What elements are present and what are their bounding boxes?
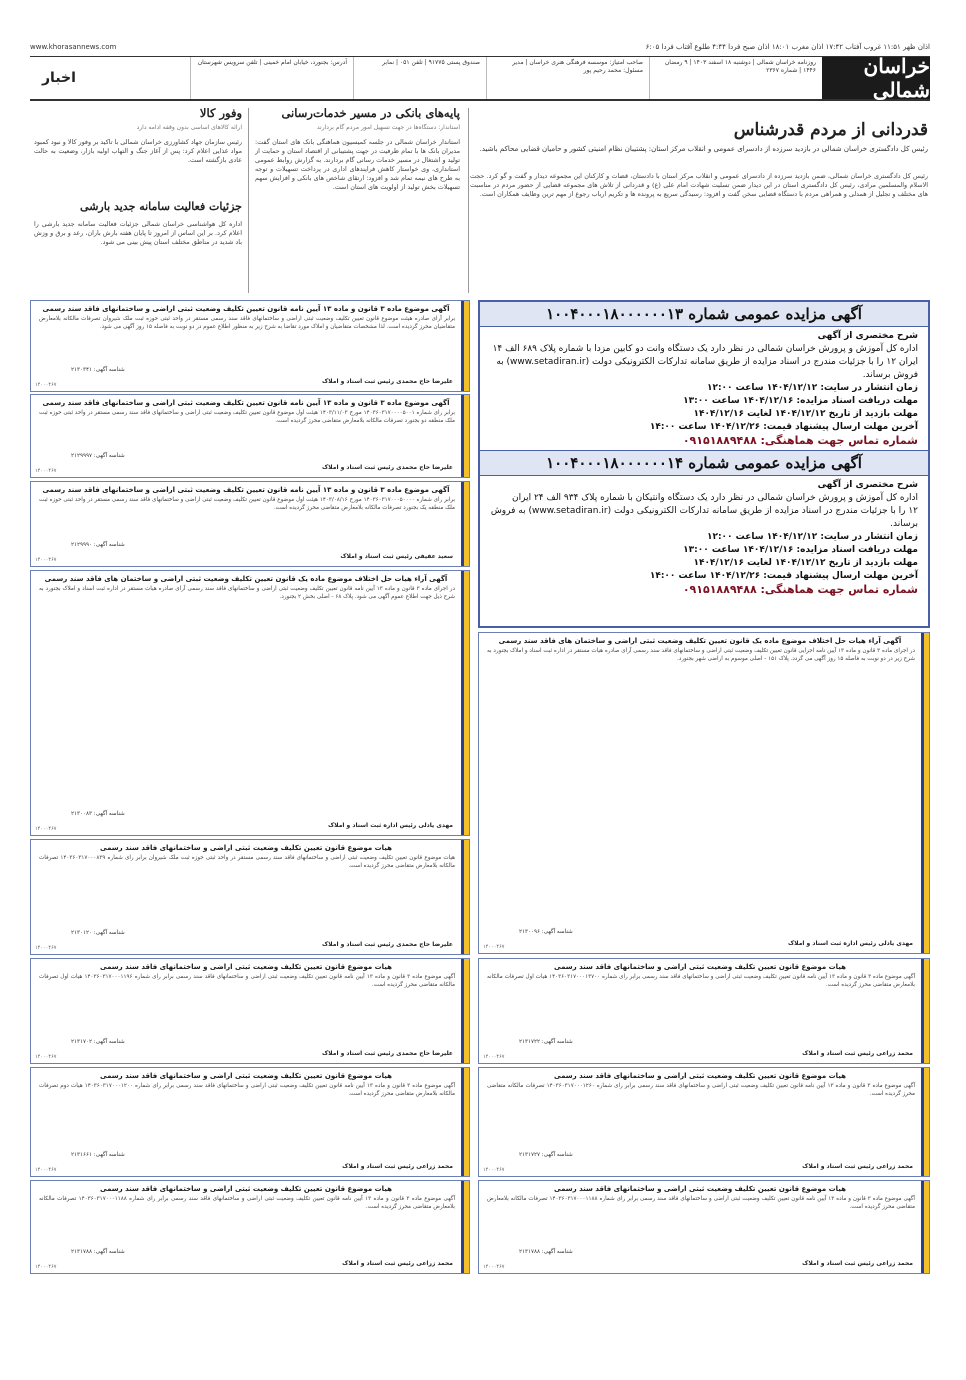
column-divider	[468, 108, 469, 293]
notice-band	[924, 633, 929, 953]
notice-title: آگهی موضوع ماده ۳ قانون و ماده ۱۳ آیین نامه قانون تعیین تکلیف وضعیت ثبتی اراضی و ساختمانهای فاقد سند رسمی	[42, 399, 450, 407]
notice-title: هیات موضوع قانون تعیین تکلیف وضعیت ثبتی اراضی و ساختمانهای فاقد سند رسمی	[554, 963, 846, 971]
auction-2-heading: آگهی مزایده عمومی شماره ۱۰۰۴۰۰۰۱۸۰۰۰۰۰۰۱۴	[480, 450, 928, 476]
auction-2-line: شرح مختصری از آگهی	[817, 480, 918, 490]
notice-text: برابر رای شماره ۱۴۰۳۶۰۳۱۷۰۰۰۵۰۰۰۰ مورخ ۱۴۰۳/۰۸/۱۶ هیئت اول موضوع قانون تعیین تکلیف وضعیت ثبتی اراضی و ساختمانهای فاقد سند رسمی مستقر در واحد ثبتی حوزه ثبت ملک منطقه یک بجنورد تصرفات مالکانه بلامعارض متقاضی محرز گردیده است.	[39, 497, 455, 511]
auction-2-line: ۱۲ را با جزئیات مندرج در اسناد مزایده از طریق سامانه تدارکات الکترونیکی دولت (www.setadiran.ir) به فروش برساند.	[490, 506, 918, 529]
masthead	[30, 56, 930, 101]
notice-band	[461, 482, 464, 566]
notice-text: آگهی موضوع ماده ۳ قانون و ماده ۱۳ آیین نامه قانون تعیین تکلیف وضعیت ثبتی اراضی و ساختمانهای فاقد سند رسمی برابر رای شماره ۱۴۰۳۶۰۳۱۷۰۰۰۱۱۹۶ هیات اول تصرفات مالکانه متقاضی محرز گردیده است.	[39, 974, 456, 988]
notice-text: در اجرای ماده ۳ قانون و ماده ۱۳ آیین نامه قانون تعیین تکلیف وضعیت ثبتی اراضی و ساختمانهای فاقد سند رسمی آرای صادره هیات مستقر در اداره ثبت اسناد و املاک بجنورد به شرح ذیل جهت اطلاع عموم آگهی می شود. پلاک ۶۸ - اصلی بخش ۲ بجنورد.	[39, 586, 455, 600]
masthead-address-info: آدرس: بجنورد، خیابان امام خمینی | تلفن سرویس شهرستان	[190, 57, 353, 99]
prayer-times: اذان ظهر ۱۱:۵۱ غروب آفتاب ۱۷:۴۲ اذان مغرب ۱۸:۰۱ اذان صبح فردا ۴:۴۴ طلوع آفتاب فردا ۶:۰۵	[645, 43, 930, 51]
notice-band	[461, 1181, 464, 1273]
auction-2-phone: شماره تماس جهت هماهنگی: ۰۹۱۵۱۸۸۹۴۸۸	[682, 583, 918, 596]
auction-2-line: آخرین مهلت ارسال پیشنهاد قیمت: ۱۴۰۴/۱۲/۲۶ ساعت ۱۴:۰۰	[649, 571, 918, 581]
notice-band	[464, 395, 469, 477]
auction-2-line: مهلت دریافت اسناد مزایده: ۱۴۰۴/۱۲/۱۶ ساعت ۱۳:۰۰	[683, 545, 918, 555]
notice-band	[461, 959, 464, 1063]
masthead-contact-info: صندوق پستی ۹۱۷۷۵ | تلفن ۰۵۱ | نمابر	[353, 57, 486, 99]
auction-1-line: شرح مختصری از آگهی	[817, 331, 918, 341]
notice-id: شناسه آگهی: ۲۱۳۰۱۲۰	[71, 930, 125, 936]
legal-notice	[478, 1180, 930, 1274]
notice-title: آگهی آراء هیات حل اختلاف موضوع ماده یک قانون تعیین تکلیف وضعیت ثبتی اراضی و ساختمان های فاقد سند رسمی	[498, 637, 902, 645]
notice-signature: علیرضا حاج محمدی رئیس ثبت اسناد و املاک	[322, 1050, 453, 1057]
notice-id: شناسه آگهی: ۲۱۳۰۳۴۱	[71, 367, 125, 373]
notice-code: ۱۴۰۰۰۴۶۷	[35, 557, 57, 563]
notice-signature: محمد زراعی رئیس ثبت اسناد و املاک	[802, 1260, 913, 1267]
legal-notice	[478, 1067, 930, 1177]
notice-code: ۱۴۰۰۰۴۶۷	[483, 1167, 505, 1173]
weather-body: اداره کل هواشناسی خراسان شمالی جزئیات فعالیت سامانه جدید بارشی را اعلام کرد. بر این اساس از امروز تا پایان هفته بارش باران، رعد و برق و وزش باد شدید در مناطق مختلف استان پیش بینی می شود.	[34, 220, 242, 246]
notice-id: شناسه آگهی: ۲۱۳۱۷۲۷	[519, 1152, 573, 1158]
notice-title: آگهی آراء هیات حل اختلاف موضوع ماده یک قانون تعیین تکلیف وضعیت ثبتی اراضی و ساختمان های فاقد سند رسمی	[44, 575, 448, 583]
notice-band	[461, 301, 464, 391]
legal-notice	[30, 481, 470, 567]
auction-1-heading: آگهی مزایده عمومی شماره ۱۰۰۴۰۰۰۱۸۰۰۰۰۰۰۱۳	[480, 302, 928, 327]
notice-id: شناسه آگهی: ۲۱۳۱۷۰۲	[71, 1039, 125, 1045]
notice-text: آگهی موضوع ماده ۳ قانون و ماده ۱۳ آیین نامه قانون تعیین تکلیف وضعیت ثبتی اراضی و ساختمانهای فاقد سند رسمی برابر رای شماره ۱۴۰۳۶۰۳۱۷۰۰۰۱۲۰۰ هیات دوم تصرفات مالکانه بلامعارض متقاضی محرز گردیده است.	[39, 1083, 455, 1097]
auction-1-line: زمان انتشار در سایت: ۱۴۰۴/۱۲/۱۲ ساعت ۱۲:۰۰	[706, 383, 918, 393]
notice-title: آگهی موضوع ماده ۳ قانون و ماده ۱۳ آیین نامه قانون تعیین تکلیف وضعیت ثبتی اراضی و ساختمانهای فاقد سند رسمی	[42, 486, 450, 494]
auction-2-line: زمان انتشار در سایت: ۱۴۰۴/۱۲/۱۲ ساعت ۱۲:۰۰	[706, 532, 918, 542]
notice-title: هیات موضوع قانون تعیین تکلیف وضعیت ثبتی اراضی و ساختمانهای فاقد سند رسمی	[100, 1072, 392, 1080]
notice-code: ۱۴۰۰۰۴۶۷	[35, 468, 57, 474]
notice-band	[461, 840, 464, 954]
notice-title: هیات موضوع قانون تعیین تکلیف وضعیت ثبتی اراضی و ساختمانهای فاقد سند رسمی	[554, 1072, 846, 1080]
auction-1-body	[480, 327, 928, 450]
notice-band	[464, 1181, 469, 1273]
notice-text: آگهی موضوع ماده ۳ قانون و ماده ۱۳ آیین نامه قانون تعیین تکلیف وضعیت ثبتی اراضی و ساختمانهای فاقد سند رسمی برابر رای شماره ۱۴۰۳۶۰۳۱۷۰۰۰۱۳۷۰۰ هیات اول تصرفات مالکانه بلامعارض متقاضی محرز گردیده است.	[487, 974, 916, 988]
notice-id: شناسه آگهی: ۲۱۲۹۹۹۰	[71, 542, 125, 548]
auction-2-line: مهلت بازدید از تاریخ ۱۴۰۴/۱۲/۱۲ لغایت ۱۴۰۴/۱۲/۱۶	[693, 558, 918, 568]
notice-id: شناسه آگهی: ۲۱۲۹۹۹۷	[71, 453, 125, 459]
legal-notice	[30, 958, 470, 1064]
notice-band	[464, 1068, 469, 1176]
bank-subtitle: استاندار: دستگاه‌ها در جهت تسهیل امور مردم گام بردارند	[316, 124, 460, 131]
column-divider	[248, 108, 249, 293]
bank-headline: پایه‌های بانکی در مسیر خدمات‌رسانی	[281, 106, 460, 120]
masthead-date-info: روزنامه خراسان شمالی | دوشنبه ۱۸ اسفند ۱۴۰۳ | ۹ رمضان ۱۴۴۶ | شماره ۲۳۶۷	[649, 57, 822, 99]
notice-title: آگهی موضوع ماده ۳ قانون و ماده ۱۳ آیین نامه قانون تعیین تکلیف وضعیت ثبتی اراضی و ساختمانهای فاقد سند رسمی	[42, 305, 450, 313]
masthead-publisher-info: صاحب امتیاز: موسسه فرهنگی هنری خراسان | مدیر مسئول: محمد رحیم پور	[486, 57, 649, 99]
notice-signature: محمد زراعی رئیس ثبت اسناد و املاک	[802, 1050, 913, 1057]
notice-text: آگهی موضوع ماده ۳ قانون و ماده ۱۳ آیین نامه قانون تعیین تکلیف وضعیت ثبتی اراضی و ساختمانهای فاقد سند رسمی برابر رای شماره ۱۴۰۳۶۰۳۱۷۰۰۰۱۱۸۸ تصرفات مالکانه بلامعارض متقاضی محرز گردیده است.	[487, 1196, 915, 1210]
legal-notice	[30, 300, 470, 392]
legal-notice	[30, 839, 470, 955]
notice-text: آگهی موضوع ماده ۳ قانون و ماده ۱۳ آیین نامه قانون تعیین تکلیف وضعیت ثبتی اراضی و ساختمانهای فاقد سند رسمی برابر رای شماره ۱۴۰۳۶۰۳۱۷۰۰۰۱۲۶۰ تصرفات مالکانه متقاضی محرز گردیده است.	[487, 1083, 915, 1097]
notice-title: هیات موضوع قانون تعیین تکلیف وضعیت ثبتی اراضی و ساختمانهای فاقد سند رسمی	[554, 1185, 846, 1193]
notice-id: شناسه آگهی: ۲۱۳۰۰۹۶	[519, 929, 573, 935]
section-label: اخبار	[42, 70, 76, 86]
auction-1-line: مهلت بازدید از تاریخ ۱۴۰۴/۱۲/۱۲ لغایت ۱۴۰۴/۱۲/۱۶	[693, 409, 918, 419]
notice-band	[924, 959, 929, 1063]
notice-title: هیات موضوع قانون تعیین تکلیف وضعیت ثبتی اراضی و ساختمانهای فاقد سند رسمی	[100, 844, 392, 852]
notice-signature: مهدی یادلی رئیس اداره ثبت اسناد و املاک	[328, 822, 453, 829]
notice-signature: محمد زراعی رئیس ثبت اسناد و املاک	[802, 1163, 913, 1170]
bank-body: استاندار خراسان شمالی در جلسه کمیسیون هماهنگی بانک های استان گفت: مدیران بانک ها با تمام ظرفیت در جهت پشتیبانی از اقتصاد استان و حمایت از تولید و اشتغال در مسیر خدمات رسانی گام بردارند. به گزارش روابط عمومی استانداری، وی خواستار کاهش فرایندهای اداری در پرداخت تسهیلات و توجه به طرح های نیمه تمام شد و افزود: ارتقای شاخص های بانکی و افزایش سهم تسهیلات بخش تولید از اولویت های استان است.	[255, 138, 460, 191]
website-url[interactable]: www.khorasannews.com	[30, 43, 117, 51]
legal-notice	[30, 1180, 470, 1274]
kala-body: رئیس سازمان جهاد کشاورزی خراسان شمالی با تاکید بر وفور کالا و نبود کمبود مواد غذایی اعلام کرد: پس از آغاز جنگ و التهاب اولیه بازار، وضعیت به حالت عادی بازگشته است.	[34, 138, 242, 164]
notice-signature: مهدی یادلی رئیس اداره ثبت اسناد و املاک	[788, 940, 913, 947]
notice-id: شناسه آگهی: ۲۱۳۱۷۸۸	[71, 1249, 125, 1255]
notice-id: شناسه آگهی: ۲۱۳۰۰۸۳	[71, 811, 125, 817]
notice-title: هیات موضوع قانون تعیین تکلیف وضعیت ثبتی اراضی و ساختمانهای فاقد سند رسمی	[100, 1185, 392, 1193]
notice-code: ۱۴۰۰۰۴۶۷	[483, 1054, 505, 1060]
notice-band	[461, 395, 464, 477]
notice-signature: سعید عفیفی رئیس ثبت اسناد و املاک	[340, 553, 453, 560]
notice-signature: محمد زراعی رئیس ثبت اسناد و املاک	[342, 1260, 453, 1267]
legal-notice	[30, 1067, 470, 1177]
legal-notice	[30, 394, 470, 478]
legal-notice	[478, 632, 930, 954]
auction-1-line: اداره کل آموزش و پرورش خراسان شمالی در نظر دارد یک دستگاه وانت دو کابین مزدا با شماره پلاک ۶۸۹ الف ۱۴	[492, 344, 918, 354]
notice-band	[461, 571, 464, 835]
notice-text: آگهی موضوع ماده ۳ قانون و ماده ۱۳ آیین نامه قانون تعیین تکلیف وضعیت ثبتی اراضی و ساختمانهای فاقد سند رسمی برابر رای شماره ۱۴۰۳۶۰۳۱۷۰۰۰۱۱۸۸ تصرفات مالکانه بلامعارض متقاضی محرز گردیده است.	[39, 1196, 455, 1210]
notice-text: برابر آرای صادره هیئت موضوع قانون تعیین تکلیف وضعیت ثبتی اراضی و ساختمانهای فاقد سند رسمی مستقر در واحد ثبتی حوزه ثبت ملک شیروان تصرفات مالکانه بلامعارض متقاضیان محرز گردیده است. لذا مشخصات متقاضیان و املاک مورد تقاضا به شرح زیر به منظور اطلاع عموم در دو نوبت به فاصله ۱۵ روز آگهی می شود.	[39, 316, 455, 330]
notice-code: ۱۴۰۰۰۴۶۷	[483, 944, 505, 950]
notice-code: ۱۴۰۰۰۴۶۷	[35, 1054, 57, 1060]
main-headline: قدردانی از مردم قدرشناس	[733, 120, 928, 140]
notice-id: شناسه آگهی: ۲۱۳۱۷۸۸	[519, 1249, 573, 1255]
notice-band	[924, 1068, 929, 1176]
notice-band	[921, 633, 924, 953]
notice-id: شناسه آگهی: ۲۱۳۱۶۶۱	[71, 1152, 125, 1158]
auction-1-phone: شماره تماس جهت هماهنگی: ۰۹۱۵۱۸۸۹۴۸۸	[682, 434, 918, 447]
notice-band	[464, 571, 469, 835]
notice-code: ۱۴۰۰۰۴۶۷	[35, 945, 57, 951]
notice-title: هیات موضوع قانون تعیین تکلیف وضعیت ثبتی اراضی و ساختمانهای فاقد سند رسمی	[100, 963, 392, 971]
notice-code: ۱۴۰۰۰۴۶۷	[35, 1264, 57, 1270]
notice-text: در اجرای ماده ۳ قانون و ماده ۱۳ آیین نامه اجرایی قانون تعیین تکلیف وضعیت ثبتی اراضی و ساختمانهای فاقد سند رسمی آرای صادره هیات مستقر در اداره ثبت اسناد و املاک بجنورد به شرح زیر در دو نوبت به فاصله ۱۵ روز آگهی می گردد. پلاک ۱۵۱ - اصلی موسوم به اراضی شهر بجنورد.	[487, 648, 915, 662]
top-strip	[30, 40, 930, 54]
notice-code: ۱۴۰۰۰۴۶۷	[483, 1264, 505, 1270]
weather-headline: جزئیات فعالیت سامانه جدید بارشی	[80, 200, 242, 213]
notice-band	[924, 1181, 929, 1273]
legal-notice	[30, 570, 470, 836]
notice-band	[464, 301, 469, 391]
notice-text: برابر رای شماره ۱۴۰۳۶۰۳۱۷۰۰۰۰۵۰۰۱ مورخ ۱۴۰۳/۱۱/۰۳ هیئت اول موضوع قانون تعیین تکلیف وضعیت ثبتی اراضی و ساختمانهای فاقد سند رسمی مستقر در واحد ثبتی حوزه ثبت ملک منطقه دو بجنورد تصرفات مالکانه بلامعارض متقاضی محرز گردیده است.	[39, 410, 455, 424]
newspaper-logo: خراسان شمالی	[822, 57, 930, 99]
notice-code: ۱۴۰۰۰۴۶۷	[35, 826, 57, 832]
notice-signature: علیرضا حاج محمدی رئیس ثبت اسناد و املاک	[322, 941, 453, 948]
main-lead: رئیس کل دادگستری خراسان شمالی در بازدید سرزده از دادسرای عمومی و انقلاب مرکز استان: پشتیبان نظام امنیتی کشور و حامیان قضایی محاکم باشید.	[479, 145, 928, 153]
notice-code: ۱۴۰۰۰۴۶۷	[35, 1167, 57, 1173]
notice-signature: علیرضا حاج محمدی رئیس ثبت اسناد و املاک	[322, 378, 453, 385]
auction-1-line: مهلت دریافت اسناد مزایده: ۱۴۰۴/۱۲/۱۶ ساعت ۱۳:۰۰	[683, 396, 918, 406]
auction-1-line: ایران ۱۲ را با جزئیات مندرج در اسناد مزایده از طریق سامانه تدارکات الکترونیکی دولت (www.setadiran.ir) به فروش برساند.	[496, 357, 918, 380]
kala-headline: وفور کالا	[199, 106, 242, 120]
legal-notice	[478, 958, 930, 1064]
notice-band	[461, 1068, 464, 1176]
notice-signature: علیرضا حاج محمدی رئیس ثبت اسناد و املاک	[322, 464, 453, 471]
notice-code: ۱۴۰۰۰۴۶۷	[35, 382, 57, 388]
main-body: رئیس کل دادگستری خراسان شمالی، ضمن بازدید سرزده از دادسرای عمومی و انقلاب مرکز استان با دادستان، قضات و کارکنان این مجموعه دیدار و گفت و گو کرد. حجت الاسلام والمسلمین مرادی، رئیس کل دادگستری استان در این دیدار ضمن تسلیت شهادت امام علی (ع) و قدردانی از تلاش های مجموعه قضایی از حضور مردم در مناسبت های مختلف و تجلیل از همدلی و همراهی مردم با دستگاه قضایی سخن گفت و افزود: رسیدگی سریع به پرونده ها و تکریم ارباب رجوع از مهم ترین وظایف همکاران است.	[470, 172, 928, 198]
auction-2-line: اداره کل آموزش و پرورش خراسان شمالی در نظر دارد یک دستگاه وانتیکان با شماره پلاک ۹۳۴ الف ۲۴ ایران	[512, 493, 918, 503]
notice-band	[464, 482, 469, 566]
notice-band	[921, 959, 924, 1063]
auction-notice-box	[478, 300, 930, 628]
notice-id: شناسه آگهی: ۲۱۳۱۷۲۲	[519, 1039, 573, 1045]
notice-band	[921, 1181, 924, 1273]
auction-1-line: آخرین مهلت ارسال پیشنهاد قیمت: ۱۴۰۴/۱۲/۲۶ ساعت ۱۴:۰۰	[649, 422, 918, 432]
notice-band	[464, 840, 469, 954]
notice-band	[921, 1068, 924, 1176]
auction-2-body	[480, 476, 928, 599]
notice-signature: محمد زراعی رئیس ثبت اسناد و املاک	[342, 1163, 453, 1170]
notice-text: هیات موضوع قانون تعیین تکلیف وضعیت ثبتی اراضی و ساختمانهای فاقد سند رسمی مستقر در واحد ثبتی حوزه ثبت ملک شیروان برابر رای شماره ۱۴۰۳۶۰۳۱۷۰۰۰۸۳۹ تصرفات مالکانه بلامعارض متقاضی محرز گردیده است.	[39, 855, 455, 869]
notice-band	[464, 959, 469, 1063]
kala-subtitle: ارائه کالاهای اساسی بدون وقفه ادامه دارد	[136, 124, 242, 131]
